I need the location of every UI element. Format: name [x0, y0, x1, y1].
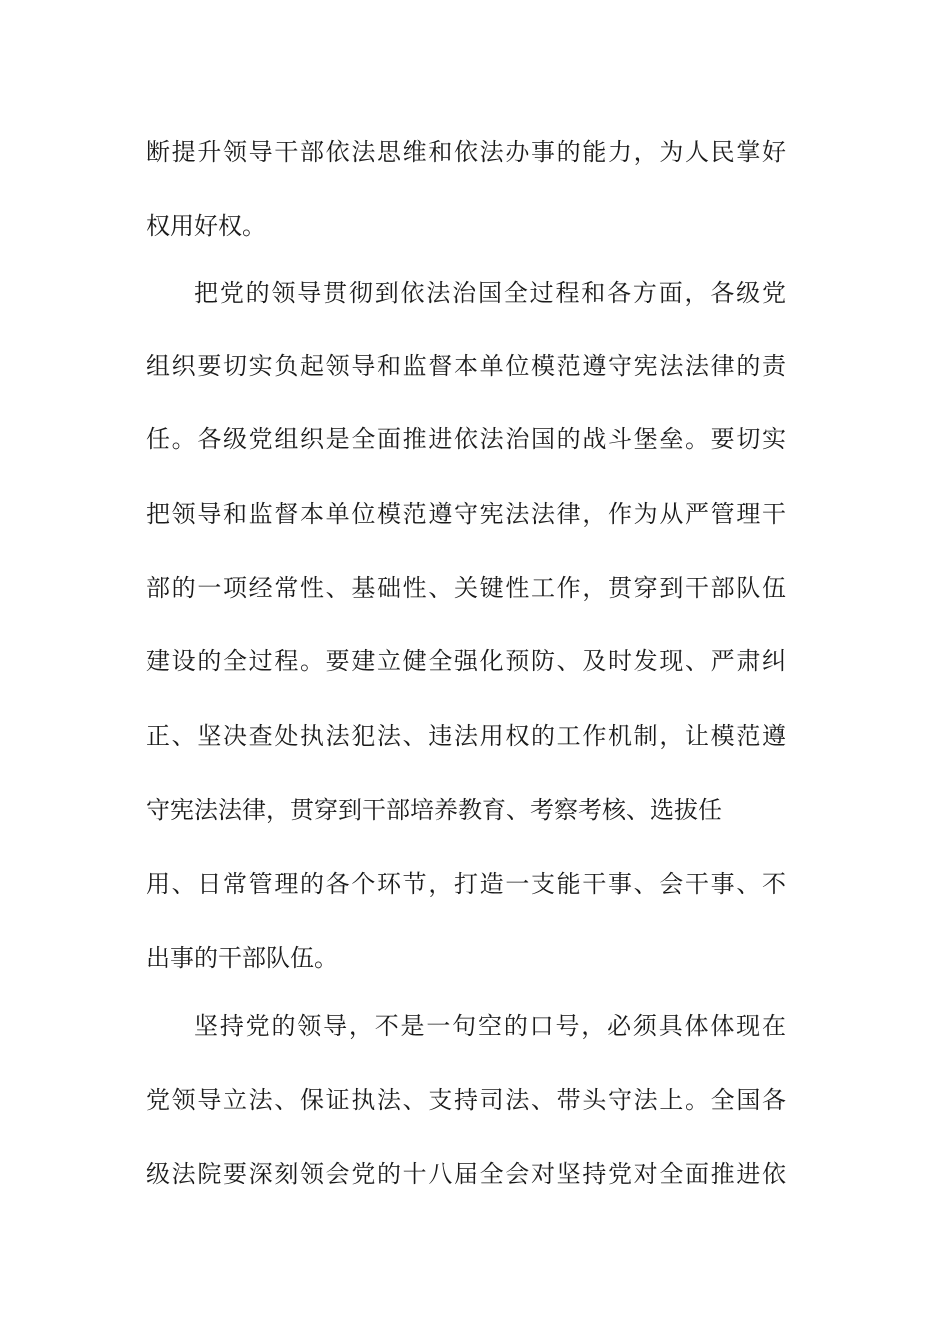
text-line: 权用好权。 [146, 212, 266, 240]
text-line: 把党的领导贯彻到依法治国全过程和各方面，各级党 [194, 279, 786, 307]
text-line: 出事的干部队伍。 [146, 944, 338, 972]
text-line: 把领导和监督本单位模范遵守宪法法律，作为从严管理干 [146, 500, 786, 528]
text-line: 正、坚决查处执法犯法、违法用权的工作机制，让模范遵 [146, 722, 786, 750]
text-line: 组织要切实负起领导和监督本单位模范遵守宪法法律的责 [146, 352, 786, 380]
text-line: 任。各级党组织是全面推进依法治国的战斗堡垒。要切实 [146, 425, 786, 453]
text-line: 建设的全过程。要建立健全强化预防、及时发现、严肃纠 [146, 647, 786, 675]
text-line: 用、日常管理的各个环节，打造一支能干事、会干事、不 [146, 870, 786, 898]
text-line: 党领导立法、保证执法、支持司法、带头守法上。全国各 [146, 1086, 786, 1114]
text-line: 守宪法法律，贯穿到干部培养教育、考察考核、选拔任 [146, 796, 722, 824]
text-line: 级法院要深刻领会党的十八届全会对坚持党对全面推进依 [146, 1160, 786, 1188]
text-line: 断提升领导干部依法思维和依法办事的能力，为人民掌好 [146, 138, 786, 166]
text-line: 坚持党的领导，不是一句空的口号，必须具体体现在 [194, 1012, 786, 1040]
text-line: 部的一项经常性、基础性、关键性工作，贯穿到干部队伍 [146, 574, 786, 602]
